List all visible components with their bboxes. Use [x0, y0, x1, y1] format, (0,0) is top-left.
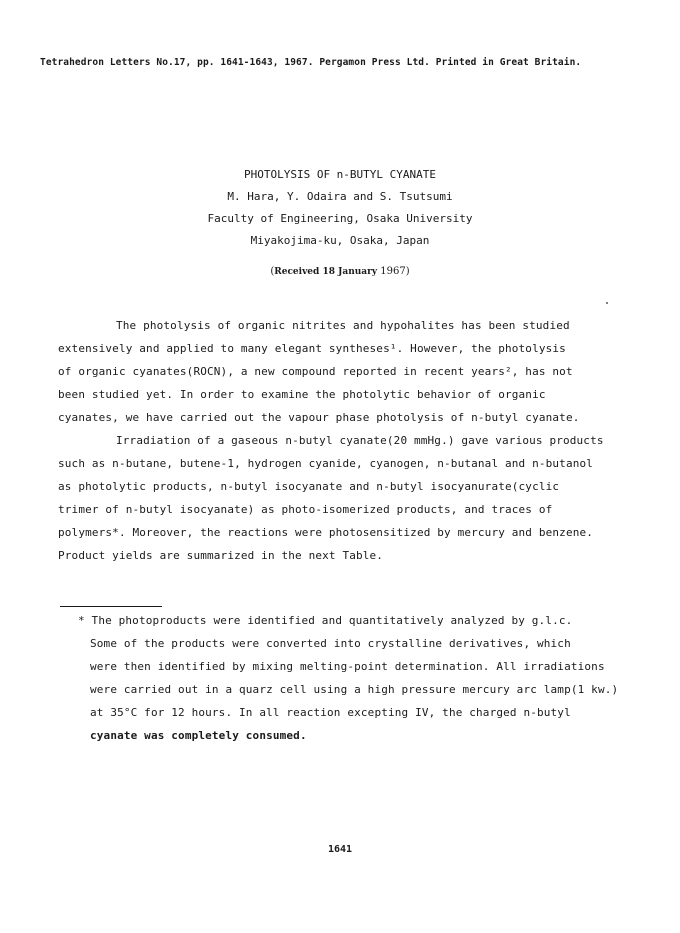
footnote-line: were then identified by mixing melting-point determination. All irradiations — [90, 660, 605, 673]
body-line: Irradiation of a gaseous n-butyl cyanate(20 mmHg.) gave various products — [116, 434, 604, 447]
body-line: The photolysis of organic nitrites and hypohalites has been studied — [116, 319, 570, 332]
received-date: (Received 18 January 1967) — [270, 266, 410, 277]
page-number: 1641 — [327, 844, 353, 855]
affiliation: Faculty of Engineering, Osaka University — [207, 212, 473, 225]
body-line: as photolytic products, n-butyl isocyanate and n-butyl isocyanurate(cyclic — [58, 480, 560, 493]
body-line: Product yields are summarized in the next Table. — [58, 549, 384, 562]
body-line: cyanates, we have carried out the vapour phase photolysis of n-butyl cyanate. — [58, 411, 580, 424]
stray-mark — [606, 302, 608, 304]
body-line: polymers*. Moreover, the reactions were photosensitized by mercury and benzene. — [58, 526, 594, 539]
body-line: such as n-butane, butene-1, hydrogen cyanide, cyanogen, n-butanal and n-butanol — [58, 457, 594, 470]
body-line: been studied yet. In order to examine the photolytic behavior of organic — [58, 388, 546, 401]
footnote-line: at 35°C for 12 hours. In all reaction excepting IV, the charged n-butyl — [90, 706, 571, 719]
footnote-rule — [60, 606, 162, 607]
received-year: 1967 — [380, 266, 406, 277]
address: Miyakojima-ku, Osaka, Japan — [250, 234, 430, 247]
footnote-line: * The photoproducts were identified and quantitatively analyzed by g.l.c. — [78, 614, 573, 627]
footnote-line: were carried out in a quarz cell using a high pressure mercury arc lamp(1 kw.) — [90, 683, 619, 696]
journal-citation: Tetrahedron Letters No.17, pp. 1641-1643, 1967. Pergamon Press Ltd. Printed in Great Britain. — [40, 57, 582, 68]
received-label: Received 18 January — [274, 267, 378, 277]
paper-title: PHOTOLYSIS OF n-BUTYL CYANATE — [243, 168, 437, 181]
body-line: of organic cyanates(ROCN), a new compound reported in recent years², has not — [58, 365, 573, 378]
footnote-line: Some of the products were converted into crystalline derivatives, which — [90, 637, 571, 650]
body-line: extensively and applied to many elegant syntheses¹. However, the photolysis — [58, 342, 566, 355]
authors: M. Hara, Y. Odaira and S. Tsutsumi — [227, 190, 453, 203]
body-line: trimer of n-butyl isocyanate) as photo-isomerized products, and traces of — [58, 503, 553, 516]
footnote-line: cyanate was completely consumed. — [90, 729, 307, 742]
